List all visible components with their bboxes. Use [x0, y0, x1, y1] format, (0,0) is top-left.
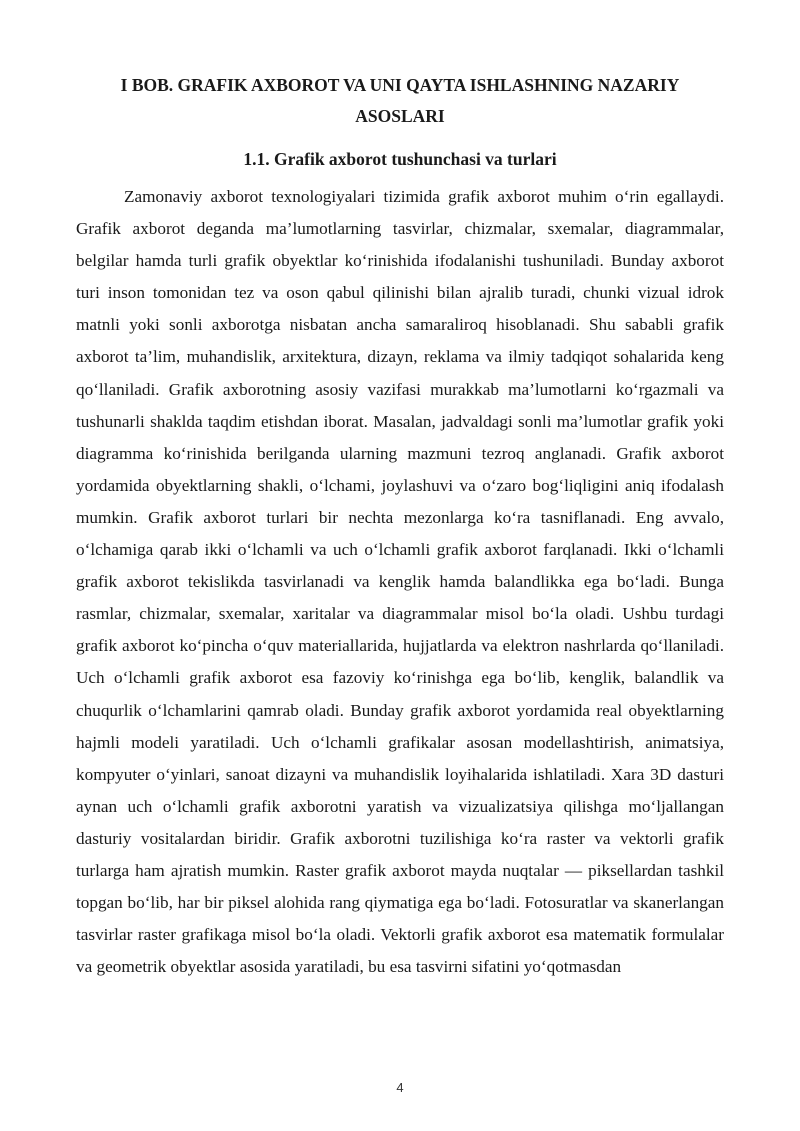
body-paragraph: Zamonaviy axborot texnologiyalari tizimida grafik axborot muhim o‘rin egallaydi. Grafik axborot deganda ma’lumotlarning tasvirlar, chizmalar, sxemalar, diagrammalar, belgilar hamda turli grafik obyektlar ko‘rinishida ifodalanishi tushuniladi. Bunday axborot turi inson tomonidan tez va oson qabul qilinishi bilan ajralib turadi, chunki vizual idrok matnli yoki sonli axborotga nisbatan ancha samaraliroq hisoblanadi. Shu sababli grafik axborot ta’lim, muhandislik, arxitektura, dizayn, reklama va ilmiy tadqiqot sohalarida keng qo‘llaniladi. Grafik axborotning asosiy vazifasi murakkab ma’lumotlarni ko‘rgazmali va tushunarli shaklda taqdim etishdan iborat. Masalan, jadvaldagi sonli ma’lumotlar grafik yoki diagramma ko‘rinishida berilganda ularning mazmuni tezroq anglanadi. Grafik axborot yordamida obyektlarning shakli, o‘lchami, joylashuvi va o‘zaro bog‘liqligini aniq ifodalash mumkin. Grafik axborot turlari bir nechta mezonlarga ko‘ra tasniflanadi. Eng avvalo, o‘lchamiga qarab ikki o‘lchamli va uch o‘lchamli grafik axborot farqlanadi. Ikki o‘lchamli grafik axborot tekislikda tasvirlanadi va kenglik hamda balandlikka ega bo‘ladi. Bunga rasmlar, chizmalar, sxemalar, xaritalar va diagrammalar misol bo‘la oladi. Ushbu turdagi grafik axborot ko‘pincha o‘quv materiallarida, hujjatlarda va elektron nashrlarda qo‘llaniladi. Uch o‘lchamli grafik axborot esa fazoviy ko‘rinishga ega bo‘lib, kenglik, balandlik va chuqurlik o‘lchamlarini qamrab oladi. Bunday grafik axborot yordamida real obyektlarning hajmli modeli yaratiladi. Uch o‘lchamli grafikalar asosan modellashtirish, animatsiya, kompyuter o‘yinlari, sanoat dizayni va muhandislik loyihalarida ishlatiladi. Xara 3D dasturi aynan uch o‘lchamli grafik axborotni yaratish va vizualizatsiya qilishga mo‘ljallangan dasturiy vositalardan biridir. Grafik axborotni tuzilishiga ko‘ra raster va vektorli grafik turlarga ham ajratish mumkin. Raster grafik axborot mayda nuqtalar — piksellardan tashkil topgan bo‘lib, har bir piksel alohida rang qiymatiga ega bo‘ladi. Fotosuratlar va skanerlangan tasvirlar raster grafikaga misol bo‘la oladi. Vektorli grafik axborot esa matematik formulalar va geometrik obyektlar asosida yaratiladi, bu esa tasvirni sifatini yo‘qotmasdan [76, 187, 724, 977]
chapter-title: I BOB. GRAFIK AXBOROT VA UNI QAYTA ISHLASHNING NAZARIY ASOSLARI [120, 75, 680, 126]
section-title: 1.1. Grafik axborot tushunchasi va turlari [243, 149, 557, 169]
page-number: 4 [396, 1080, 404, 1095]
